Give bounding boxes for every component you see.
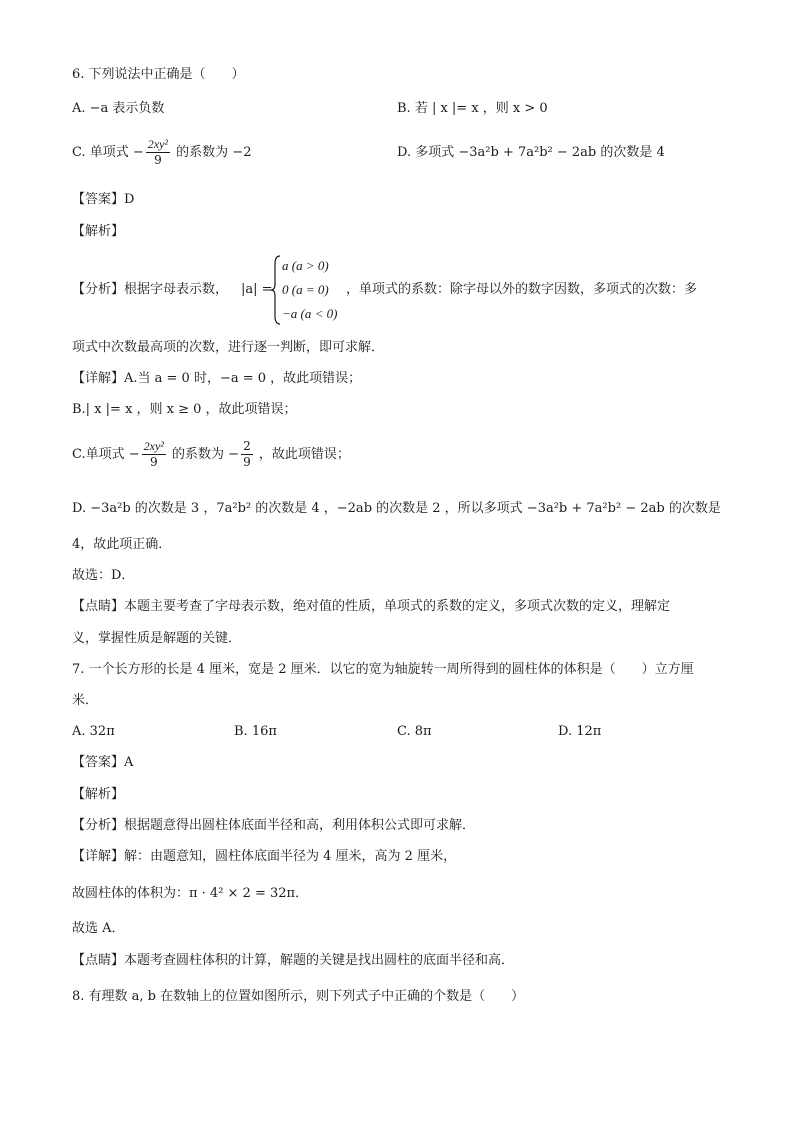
q6-detail-c <box>72 438 350 472</box>
q6-analysis-line2: 项式中次数最高项的次数，进行逐一判断，即可求解． <box>72 340 385 355</box>
q6-detail-a: 【详解】A.当 a = 0 时，−a = 0 ，故此项错误； <box>72 371 362 386</box>
q6-analysis-pre: 【分析】根据字母表示数， <box>72 282 229 297</box>
q7-analysis: 【分析】根据题意得出圆柱体底面半径和高，利用体积公式即可求解． <box>72 818 476 833</box>
q6-detail-d-line1: D. −3a²b 的次数是 3 ，7a²b² 的次数是 4 ，−2ab 的次数是 2 ，所以多项式 −3a²b + 7a²b² − 2ab 的次数是 <box>72 501 721 516</box>
q7-stem-line1: 7. 一个长方形的长是 4 厘米，宽是 2 厘米．以它的宽为轴旋转一周所得到的圆柱体的体积是（ ）立方厘 <box>72 662 694 677</box>
fraction-numerator: 2xy² <box>147 137 169 151</box>
q6-option-c <box>72 136 251 170</box>
fraction-numerator: 2 <box>243 439 251 453</box>
q7-option-a: A. 32π <box>72 724 115 739</box>
q6-detail-c-suffix: ，故此项错误； <box>254 447 350 462</box>
q6-analysis-post: ，单项式的系数：除字母以外的数字因数，多项式的次数：多 <box>346 282 698 297</box>
q6-detail-b: B.| x |= x ，则 x ≥ 0 ，故此项错误； <box>72 402 297 417</box>
left-brace-icon <box>270 254 282 326</box>
q6-detail-c-mid: 的系数为 − <box>167 447 240 462</box>
case-negative: −a (a < 0) <box>282 306 338 321</box>
q7-detail: 【详解】解：由题意知，圆柱体底面半径为 4 厘米，高为 2 厘米， <box>72 849 457 864</box>
q6-answer: 【答案】D <box>72 192 135 207</box>
q6-option-c-suffix: 的系数为 −2 <box>172 145 252 160</box>
q7-option-b: B. 16π <box>234 724 277 739</box>
q6-detail-d-line2: 4，故此项正确． <box>72 537 172 552</box>
q7-comment: 【点睛】本题考查圆柱体积的计算，解题的关键是找出圆柱的底面半径和高． <box>72 953 515 968</box>
case-zero: 0 (a = 0) <box>282 282 329 297</box>
q7-stem-line2: 米． <box>72 693 99 708</box>
q6-comment-line2: 义，掌握性质是解题的关键． <box>72 631 242 646</box>
fraction-denominator: 9 <box>243 455 251 469</box>
q7-answer: 【答案】A <box>72 755 134 770</box>
fraction <box>241 439 253 470</box>
fraction-denominator: 9 <box>154 153 162 167</box>
cases-list <box>282 254 337 326</box>
q6-jiexi-label: 【解析】 <box>72 224 125 239</box>
fraction-numerator: 2xy² <box>143 439 164 453</box>
q6-comment-line1: 【点睛】本题主要考查了字母表示数，绝对值的性质，单项式的系数的定义，多项式次数的定义，理解定 <box>72 599 671 614</box>
piecewise-cases <box>270 254 350 326</box>
q6-option-b: B. 若 | x |= x ，则 x > 0 <box>397 101 548 116</box>
q7-option-c: C. 8π <box>397 724 432 739</box>
q6-option-d: D. 多项式 −3a²b + 7a²b² − 2ab 的次数是 4 <box>397 145 665 160</box>
q7-volume: 故圆柱体的体积为：π · 4² × 2 = 32π． <box>72 886 309 901</box>
q7-choose: 故选 A． <box>72 921 125 936</box>
q6-detail-c-prefix: C.单项式 − <box>72 447 140 462</box>
q6-choose: 故选：D． <box>72 568 135 583</box>
q7-jiexi-label: 【解析】 <box>72 787 125 802</box>
case-positive: a (a > 0) <box>282 258 329 273</box>
q6-stem: 6. 下列说法中正确是（ ） <box>72 67 245 82</box>
q7-option-d: D. 12π <box>558 724 602 739</box>
q6-option-a: A. −a 表示负数 <box>72 101 165 116</box>
q6-option-c-prefix: C. 单项式 − <box>72 145 144 160</box>
fraction <box>146 137 170 168</box>
fraction-denominator: 9 <box>149 455 158 469</box>
q8-stem: 8. 有理数 a, b 在数轴上的位置如图所示，则下列式子中正确的个数是（ ） <box>72 989 525 1004</box>
abs-a-lhs: |a| = <box>241 282 273 297</box>
fraction <box>142 439 166 470</box>
